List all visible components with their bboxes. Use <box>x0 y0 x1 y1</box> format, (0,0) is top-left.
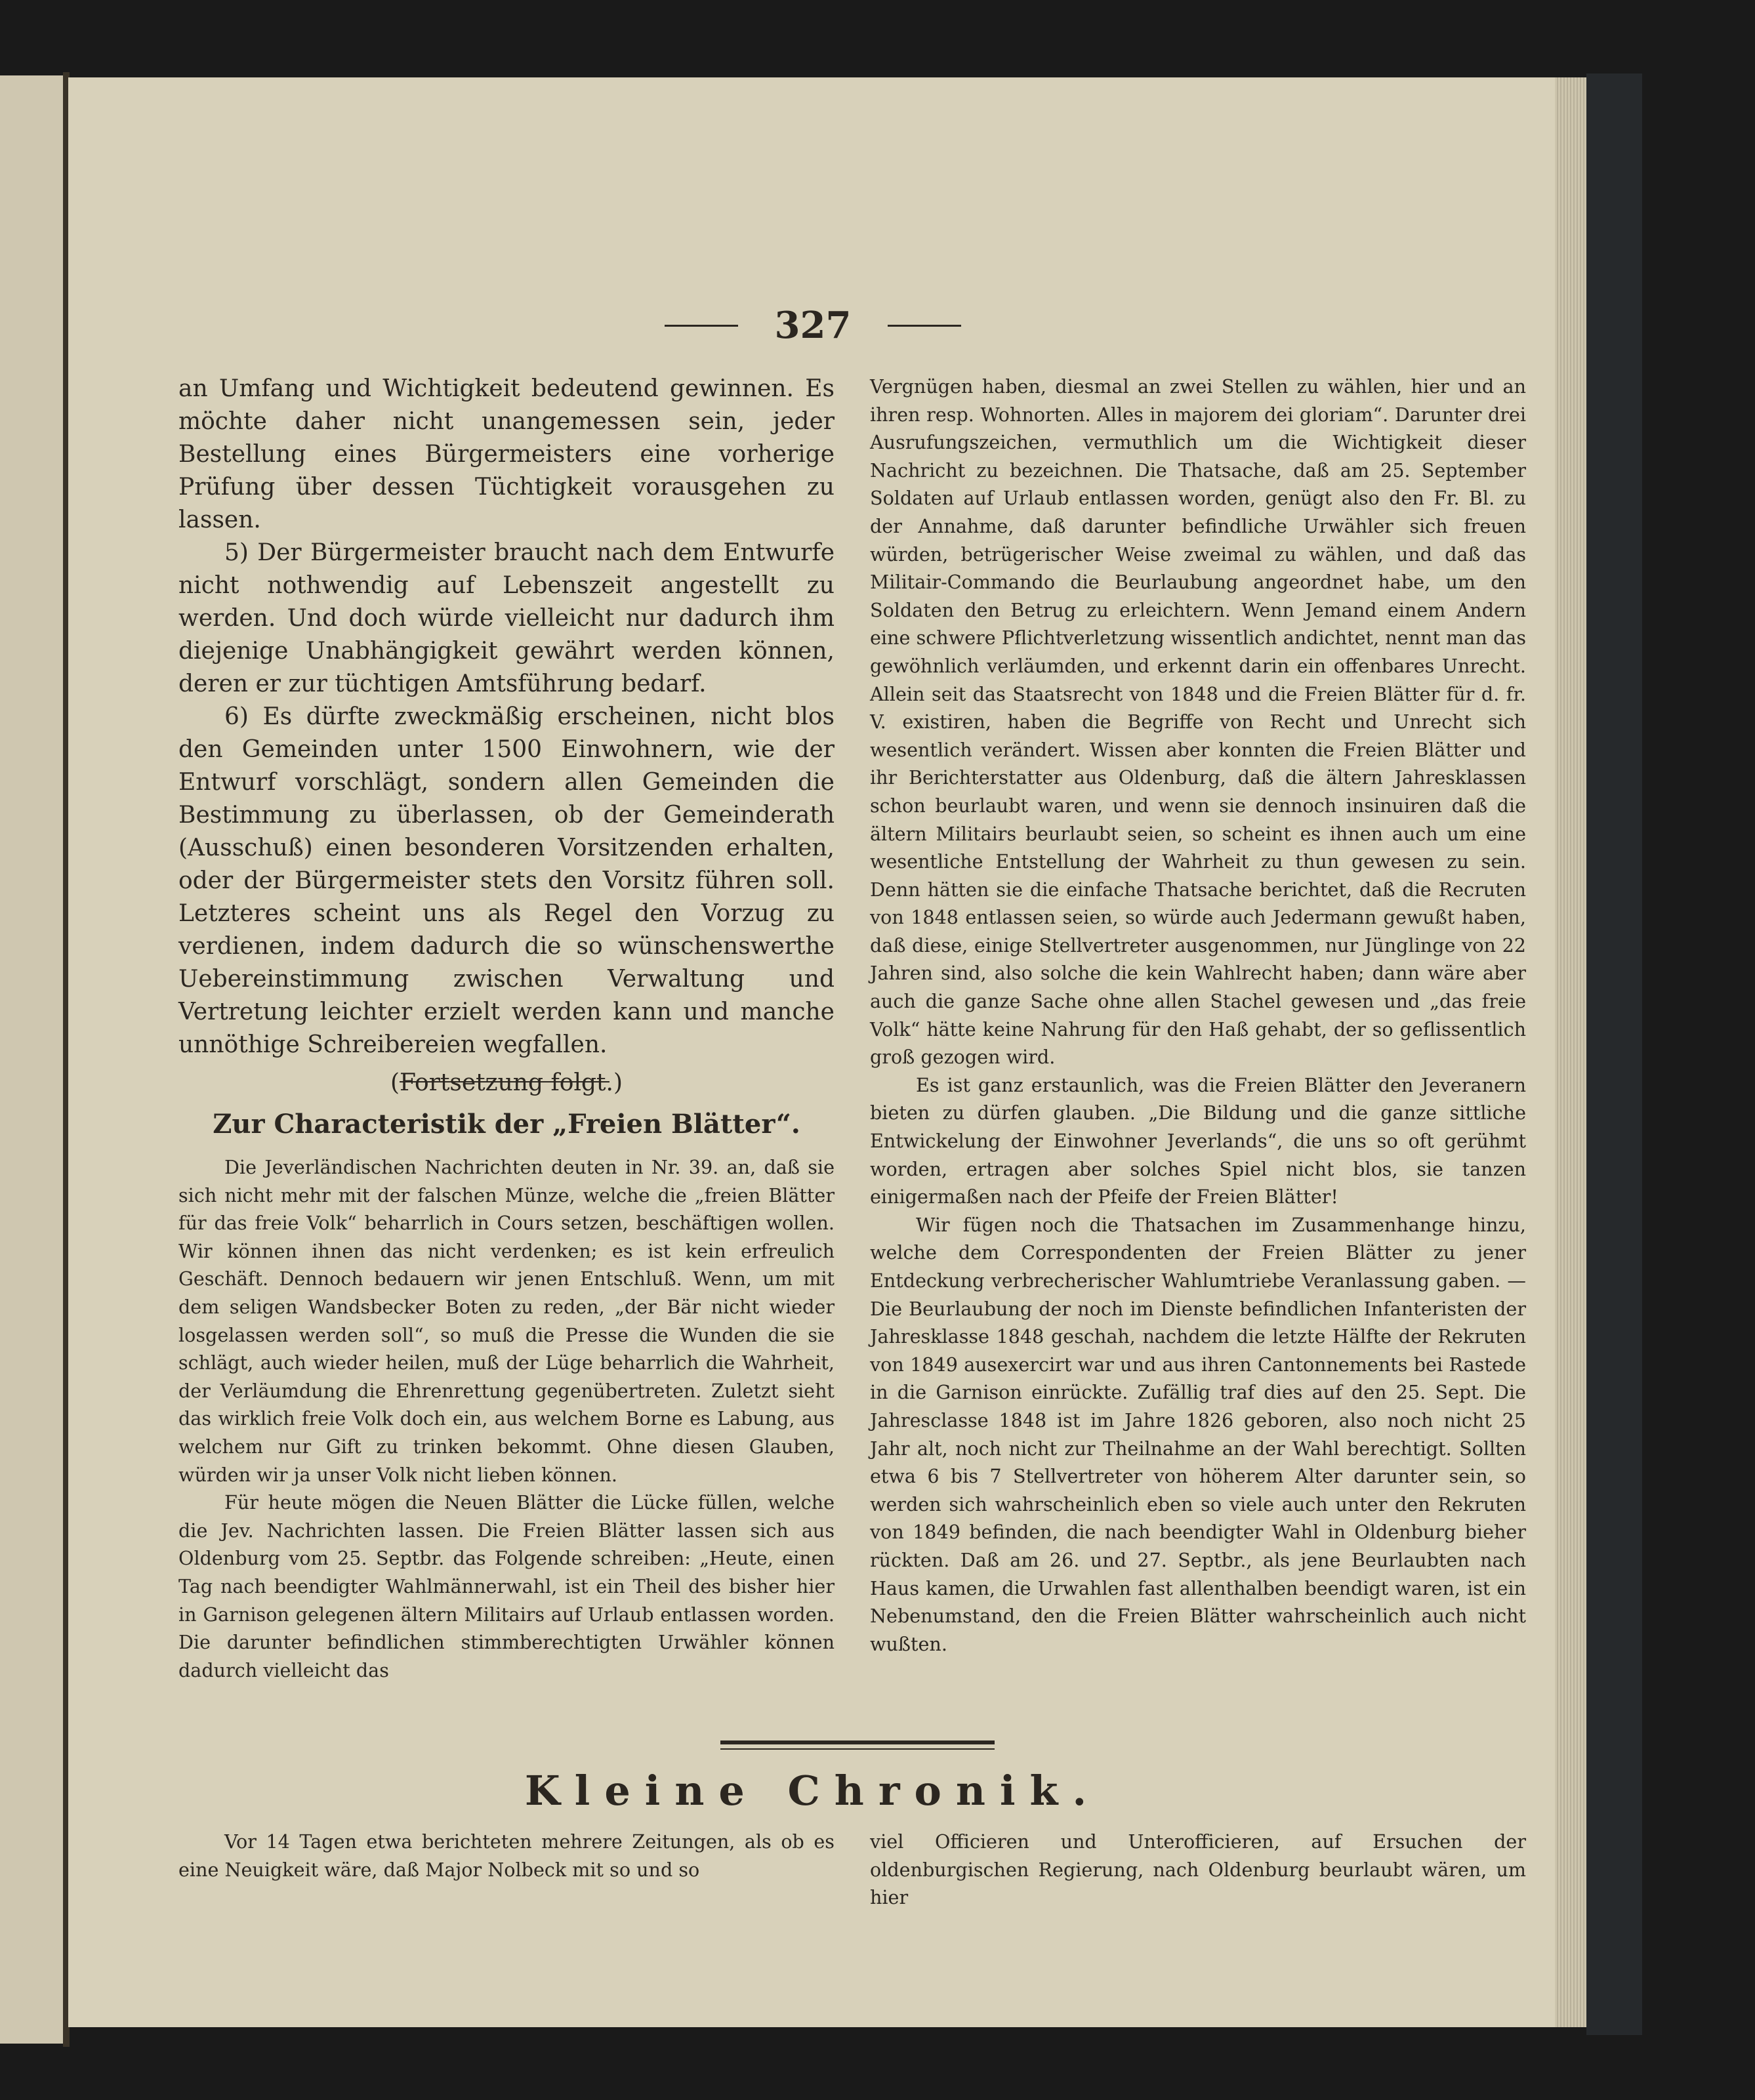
chronicle-right-column <box>870 1828 1526 1912</box>
paragraph: Vor 14 Tagen etwa berichteten mehrere Zeitungen, als ob es eine Neuigkeit wäre, daß Major Nolbeck mit so und so <box>178 1830 835 1881</box>
chronicle-heading: Kleine Chronik. <box>524 1767 1102 1815</box>
left-column-top <box>178 373 835 1100</box>
continuation-note: (Fortsetzung folgt.) <box>390 1069 623 1096</box>
book-cover <box>1586 73 1642 2035</box>
chronicle-left-column <box>178 1828 835 1884</box>
paragraph: Wir fügen noch die Thatsachen im Zusammenhange hinzu, welche dem Correspondenten der Freien Blätter zu jener Entdeckung verbrecherischer Wahlumtriebe Veranlassung gaben. — Die Beurlaubung der noch im Dienste befindlichen Infanteristen der Jahresklasse 1848 geschah, nachdem die letzte Hälfte der Rekruten von 1849 ausexercirt war und aus ihren Cantonnements bei Rastede in die Garnison einrückte. Zufällig traf dies auf den 25. Sept. Die Jahresclasse 1848 ist im Jahre 1826 geboren, also noch nicht 25 Jahr alt, noch nicht zur Theilnahme an der Wahl berechtigt. Sollten etwa 6 bis 7 Stellvertreter von höherem Alter darunter sein, so werden sich wahrscheinlich eben so viele auch unter den Rekruten von 1849 befinden, die nach beendigter Wahl in Oldenburg bieher rückten. Daß am 26. und 27. Septbr., als jene Beurlaubten nach Haus kamen, die Urwahlen fast allenthalben beendigt waren, ist ein Nebenumstand, den die Freien Blätter wahrscheinlich auch nicht wußten. <box>870 1213 1526 1655</box>
chronicle-divider <box>720 1740 995 1750</box>
paragraph: Es ist ganz erstaunlich, was die Freien Blätter den Jeveranern bieten zu dürfen glauben. „Die Bildung und die ganze sittliche Entwickelung der Einwohner Jeverlands“, die uns so oft gerühmt worden, ertragen aber solches Spiel nicht blos, sie tanzen einigermaßen nach der Pfeife der Freien Blätter! <box>870 1073 1526 1208</box>
page-header <box>68 304 1558 347</box>
header-rule-left <box>665 325 738 327</box>
paragraph: Für heute mögen die Neuen Blätter die Lücke füllen, welche die Jev. Nachrichten lassen. Die Freien Blätter lassen sich aus Oldenburg vom 25. Septbr. das Folgende schreiben: „Heute, einen Tag nach beendigter Wahlmännerwahl, ist ein Theil des bisher hier in Garnison gelegenen ältern Militairs auf Urlaub entlassen worden. Die darunter befindlichen stimmberechtigten Urwähler können dadurch vielleicht das <box>178 1491 835 1681</box>
right-column <box>870 373 1526 1658</box>
paragraph: an Umfang und Wichtigkeit bedeutend gewinnen. Es möchte daher nicht unangemessen sein, jeder Bestellung eines Bürgermeisters eine vorherige Prüfung über dessen Tüchtigkeit vorausgehen zu lassen. <box>178 375 835 533</box>
paragraph: 6) Es dürfte zweckmäßig erscheinen, nicht blos den Gemeinden unter 1500 Einwohnern, wie der Entwurf vorschlägt, sondern allen Gemeinden die Bestimmung zu überlassen, ob der Gemeinderath (Ausschuß) einen besonderen Vorsitzenden erhalten, oder der Bürgermeister stets den Vorsitz führen soll. Letzteres scheint uns als Regel den Vorzug zu verdienen, indem dadurch die so wünschenswerthe Uebereinstimmung zwischen Verwaltung und Vertretung leichter erzielt werden kann und manche unnöthige Schreibereien wegfallen. <box>178 703 835 1058</box>
paragraph: Vergnügen haben, diesmal an zwei Stellen zu wählen, hier und an ihren resp. Wohnorten. Alles in majorem dei gloriam“. Darunter drei Ausrufungszeichen, vermuthlich um die Wichtigkeit dieser Nachricht zu bezeichnen. Die Thatsache, daß am 25. September Soldaten auf Urlaub entlassen worden, genügt also den Fr. Bl. zu der Annahme, daß darunter befindliche Urwähler sich freuen würden, betrügerischer Weise zweimal zu wählen, und daß das Militair-Commando die Beurlaubung angeordnet habe, um den Soldaten den Betrug zu erleichtern. Wenn Jemand einem Andern eine schwere Pflichtverletzung wissentlich andichtet, nennt man das gewöhnlich verläumden, und erkennt darin ein offenbares Unrecht. Allein seit das Staatsrecht von 1848 und die Freien Blätter für d. fr. V. existiren, haben die Begriffe von Recht und Unrecht sich wesentlich verändert. Wissen aber konnten die Freien Blätter und ihr Berichterstatter aus Oldenburg, daß die ältern Jahresklassen schon beurlaubt waren, und wenn sie dennoch insinuiren daß die ältern Militairs beurlaubt seien, so scheint es ihnen auch um eine wesentliche Entstellung der Wahrheit zu thun gewesen zu sein. Denn hätten sie die einfache Thatsache berichtet, daß die Recruten von 1848 entlassen seien, so würde auch Jedermann gewußt haben, daß diese, einige Stellvertreter ausgenommen, nur Jünglinge von 22 Jahren sind, also solche die kein Wahlrecht haben; dann wäre aber auch die ganze Sache ohne allen Stachel gewesen und „das freie Volk“ hätte keine Nahrung für den Haß gehabt, der so geflissentlich groß gezogen wird. <box>870 375 1526 1069</box>
paragraph: 5) Der Bürgermeister braucht nach dem Entwurfe nicht nothwendig auf Lebenszeit angestellt zu werden. Und doch würde vielleicht nur dadurch ihm diejenige Unabhängigkeit gewährt werden können, deren er zur tüchtigen Amtsführung bedarf. <box>178 539 835 697</box>
page-number: 327 <box>774 304 852 347</box>
section-divider <box>400 1081 609 1082</box>
left-column-bottom <box>178 1153 835 1684</box>
page-block-edges <box>1555 77 1586 2027</box>
header-rule-right <box>888 325 961 327</box>
section-heading: Zur Characteristik der „Freien Blätter“. <box>213 1109 800 1140</box>
facing-page-edge <box>0 75 64 2044</box>
paragraph: Die Jeverländischen Nachrichten deuten in Nr. 39. an, daß sie sich nicht mehr mit der falschen Münze, welche die „freien Blätter für das freie Volk“ beharrlich in Cours setzen, beschäftigen wollen. Wir können ihnen das nicht verdenken; es ist kein erfreulich Geschäft. Dennoch bedauern wir jenen Entschluß. Wenn, um mit dem seligen Wandsbecker Boten zu reden, „der Bär nicht wieder losgelassen werden soll“, so muß die Presse die Wunden die sie schlägt, auch wieder heilen, muß der Lüge beharrlich die Wahrheit, der Verläumdung die Ehrenrettung gegenübertreten. Zuletzt sieht das wirklich freie Volk doch ein, aus welchem Borne es Labung, aus welchem nur Gift zu trinken bekommt. Ohne diesen Glauben, würden wir ja unser Volk nicht lieben können. <box>178 1156 835 1486</box>
document-page <box>68 77 1558 2027</box>
paragraph: viel Officieren und Unterofficieren, auf Ersuchen der oldenburgischen Regierung, nach Oldenburg beurlaubt wären, um hier <box>870 1830 1526 1909</box>
